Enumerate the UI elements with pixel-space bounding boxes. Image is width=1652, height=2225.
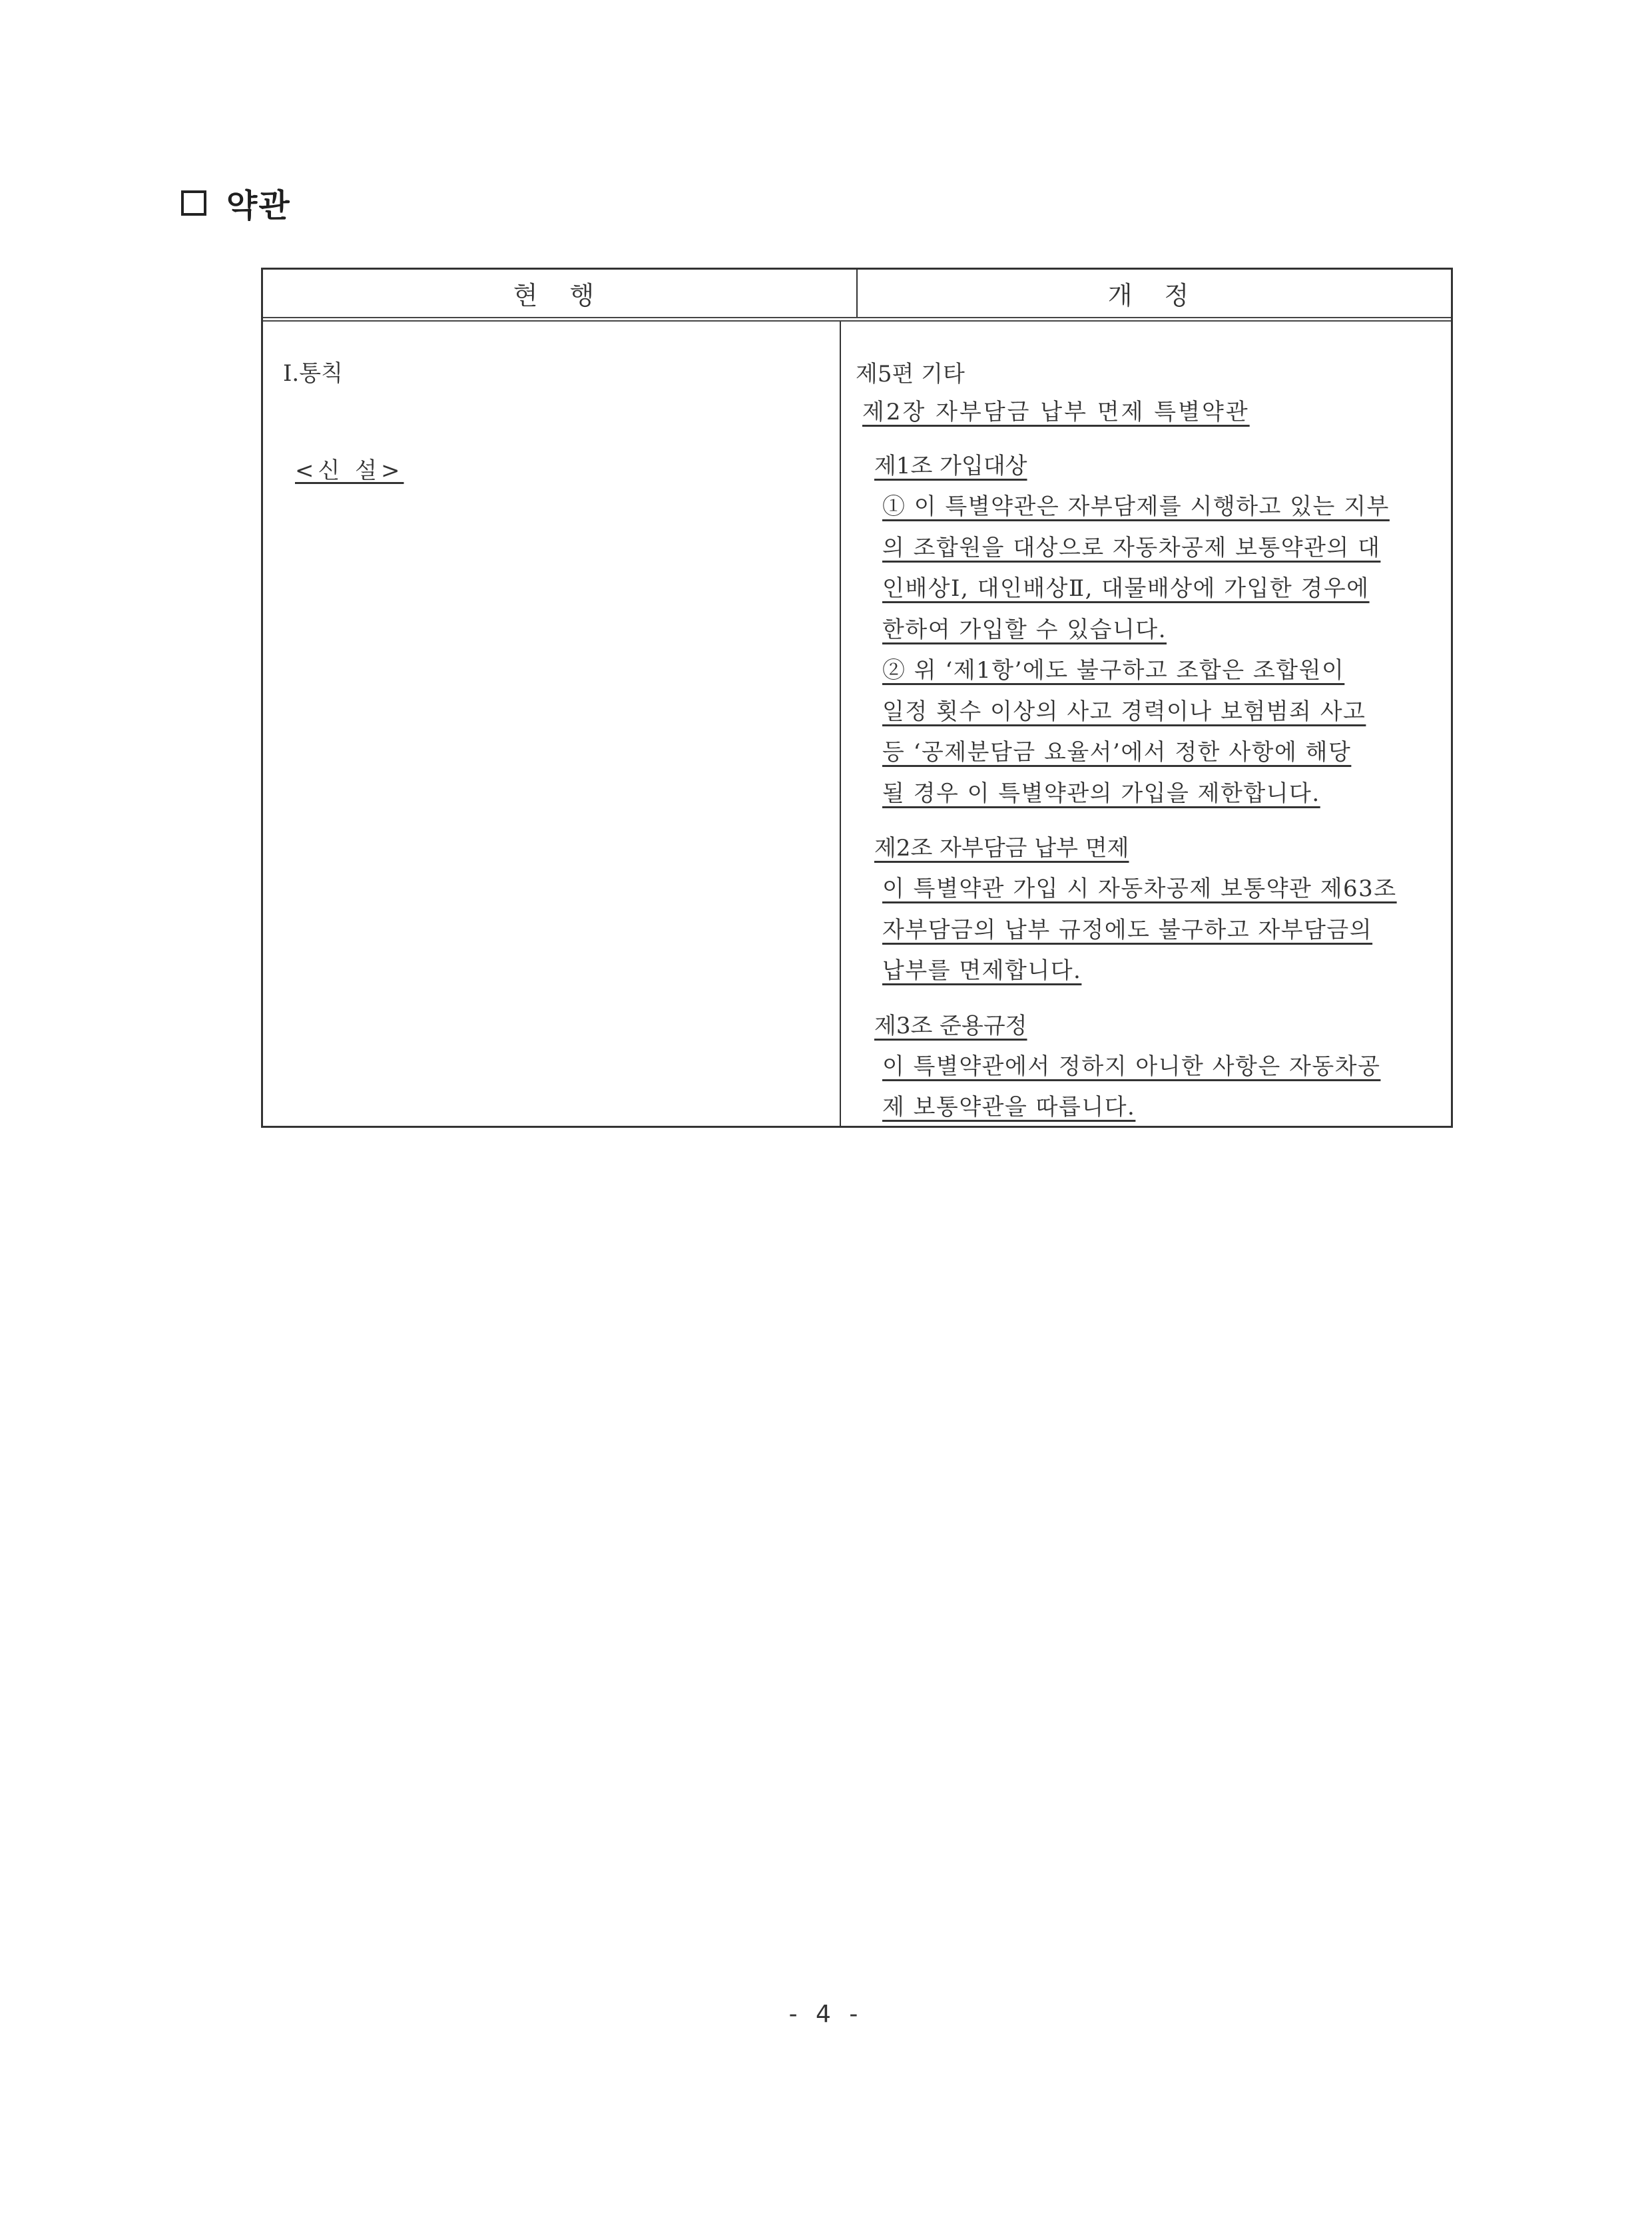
article-3 xyxy=(874,1005,1442,1128)
column-divider xyxy=(840,322,841,1126)
header-current: 현 행 xyxy=(263,270,858,317)
part-title: 제5편 기타 xyxy=(856,361,965,387)
article-line: 될 경우 이 특별약관의 가입을 제한합니다. xyxy=(882,780,1320,807)
article-line: ① 이 특별약관은 자부담제를 시행하고 있는 지부 xyxy=(882,493,1390,520)
page-number: - 4 - xyxy=(788,2001,864,2028)
header-revised: 개 정 xyxy=(1107,281,1201,310)
article-2 xyxy=(874,828,1442,992)
revised-column xyxy=(856,356,1442,1128)
article-1 xyxy=(874,445,1442,814)
article-title: 제1조 가입대상 xyxy=(874,453,1027,479)
article-line: 인배상Ⅰ, 대인배상Ⅱ, 대물배상에 가입한 경우에 xyxy=(882,575,1370,602)
article-line: 자부담금의 납부 규정에도 불구하고 자부담금의 xyxy=(882,916,1373,943)
section-heading xyxy=(181,180,291,226)
empty-square-bullet-icon xyxy=(181,190,206,216)
section-title: 약관 xyxy=(226,187,291,224)
article-title: 제2조 자부담금 납부 면제 xyxy=(874,835,1129,862)
article-line: 이 특별약관에서 정하지 아니한 사항은 자동차공 xyxy=(882,1053,1381,1080)
new-provision-note: <신 설> xyxy=(295,457,404,484)
article-line: 이 특별약관 가입 시 자동차공제 보통약관 제63조 xyxy=(882,875,1397,902)
comparison-table xyxy=(261,268,1453,1128)
article-line: 납부를 면제합니다. xyxy=(882,957,1082,984)
chapter-title: 제2장 자부담금 납부 면제 특별약관 xyxy=(862,399,1250,425)
article-line: 의 조합원을 대상으로 자동차공제 보통약관의 대 xyxy=(882,534,1381,561)
article-body xyxy=(882,869,1442,992)
article-body xyxy=(882,1047,1442,1128)
table-header xyxy=(263,270,1451,322)
article-title: 제3조 준용규정 xyxy=(874,1012,1027,1039)
article-line: 등 ‘공제분담금 요율서’에서 정한 사항에 해당 xyxy=(882,739,1352,766)
article-line: 일정 횟수 이상의 사고 경력이나 보험범죄 사고 xyxy=(882,698,1366,725)
article-line: 제 보통약관을 따릅니다. xyxy=(882,1094,1136,1120)
article-line: 한하여 가입할 수 있습니다. xyxy=(882,616,1167,643)
article-body xyxy=(882,487,1442,814)
article-line: ② 위 ‘제1항’에도 불구하고 조합은 조합원이 xyxy=(882,657,1345,684)
current-section-label: Ⅰ.통칙 xyxy=(283,360,343,387)
current-column xyxy=(283,356,816,485)
